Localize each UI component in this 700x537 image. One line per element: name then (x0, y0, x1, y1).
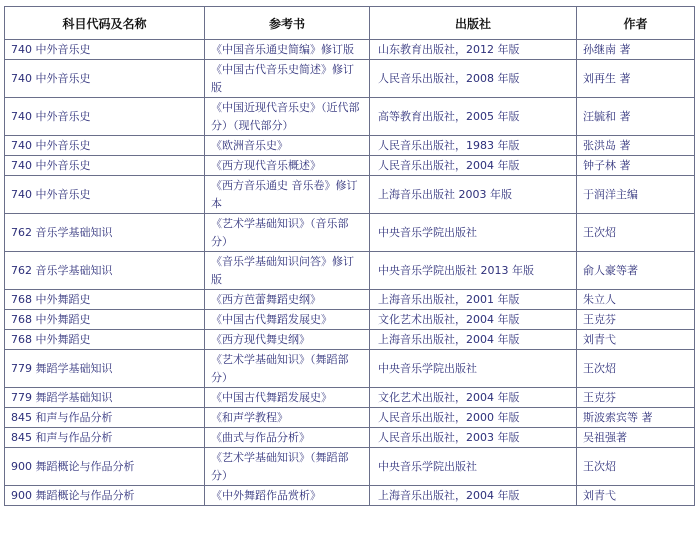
subject-cell: 762 音乐学基础知识 (5, 214, 205, 252)
author-cell: 王次炤 (577, 448, 695, 486)
author-cell: 刘青弋 (577, 330, 695, 350)
reference-book-table (4, 6, 695, 506)
author-cell: 斯波索宾等 著 (577, 408, 695, 428)
author-cell: 王克芬 (577, 388, 695, 408)
publisher-cell: 文化艺术出版社，2004 年版 (370, 310, 577, 330)
publisher-cell: 人民音乐出版社，1983 年版 (370, 136, 577, 156)
subject-cell: 779 舞蹈学基础知识 (5, 350, 205, 388)
book-cell: 《西方芭蕾舞蹈史纲》 (205, 290, 370, 310)
publisher-cell: 人民音乐出版社，2000 年版 (370, 408, 577, 428)
table-row (5, 176, 695, 214)
publisher-cell: 人民音乐出版社，2003 年版 (370, 428, 577, 448)
header-publisher: 出版社 (370, 7, 577, 40)
book-cell: 《中外舞蹈作品赏析》 (205, 486, 370, 506)
publisher-cell: 人民音乐出版社，2004 年版 (370, 156, 577, 176)
table-row (5, 428, 695, 448)
author-cell: 于润洋主编 (577, 176, 695, 214)
book-cell: 《西方音乐通史 音乐卷》修订本 (205, 176, 370, 214)
table-row (5, 214, 695, 252)
table-row (5, 486, 695, 506)
book-cell: 《中国古代舞蹈发展史》 (205, 310, 370, 330)
subject-cell: 740 中外音乐史 (5, 156, 205, 176)
subject-cell: 768 中外舞蹈史 (5, 310, 205, 330)
book-cell: 《音乐学基础知识问答》修订版 (205, 252, 370, 290)
subject-cell: 779 舞蹈学基础知识 (5, 388, 205, 408)
book-cell: 《曲式与作品分析》 (205, 428, 370, 448)
book-cell: 《和声学教程》 (205, 408, 370, 428)
table-row (5, 156, 695, 176)
publisher-cell: 中央音乐学院出版社 (370, 448, 577, 486)
author-cell: 刘青弋 (577, 486, 695, 506)
publisher-cell: 上海音乐出版社，2001 年版 (370, 290, 577, 310)
subject-cell: 768 中外舞蹈史 (5, 330, 205, 350)
publisher-cell: 人民音乐出版社，2008 年版 (370, 60, 577, 98)
table-row (5, 388, 695, 408)
reference-book-table-container (4, 6, 695, 506)
publisher-cell: 上海音乐出版社，2004 年版 (370, 330, 577, 350)
subject-cell: 845 和声与作品分析 (5, 428, 205, 448)
subject-cell: 768 中外舞蹈史 (5, 290, 205, 310)
book-cell: 《中国近现代音乐史》（近代部分）（现代部分） (205, 98, 370, 136)
book-cell: 《艺术学基础知识》（舞蹈部分） (205, 350, 370, 388)
header-subject: 科目代码及名称 (5, 7, 205, 40)
book-cell: 《中国古代舞蹈发展史》 (205, 388, 370, 408)
publisher-cell: 文化艺术出版社，2004 年版 (370, 388, 577, 408)
table-row (5, 98, 695, 136)
subject-cell: 740 中外音乐史 (5, 40, 205, 60)
header-book: 参考书 (205, 7, 370, 40)
table-row (5, 408, 695, 428)
book-cell: 《中国古代音乐史简述》修订版 (205, 60, 370, 98)
publisher-cell: 中央音乐学院出版社 2013 年版 (370, 252, 577, 290)
author-cell: 钟子林 著 (577, 156, 695, 176)
publisher-cell: 中央音乐学院出版社 (370, 214, 577, 252)
author-cell: 俞人豪等著 (577, 252, 695, 290)
subject-cell: 762 音乐学基础知识 (5, 252, 205, 290)
table-body (5, 40, 695, 506)
publisher-cell: 高等教育出版社，2005 年版 (370, 98, 577, 136)
book-cell: 《艺术学基础知识》（舞蹈部分） (205, 448, 370, 486)
table-row (5, 330, 695, 350)
subject-cell: 740 中外音乐史 (5, 136, 205, 156)
book-cell: 《欧洲音乐史》 (205, 136, 370, 156)
publisher-cell: 上海音乐出版社 2003 年版 (370, 176, 577, 214)
subject-cell: 900 舞蹈概论与作品分析 (5, 486, 205, 506)
subject-cell: 740 中外音乐史 (5, 98, 205, 136)
table-row (5, 136, 695, 156)
author-cell: 王克芬 (577, 310, 695, 330)
table-row (5, 252, 695, 290)
table-row (5, 40, 695, 60)
header-author: 作者 (577, 7, 695, 40)
author-cell: 朱立人 (577, 290, 695, 310)
table-row (5, 290, 695, 310)
subject-cell: 900 舞蹈概论与作品分析 (5, 448, 205, 486)
author-cell: 刘再生 著 (577, 60, 695, 98)
author-cell: 王次炤 (577, 214, 695, 252)
subject-cell: 740 中外音乐史 (5, 60, 205, 98)
author-cell: 汪毓和 著 (577, 98, 695, 136)
author-cell: 王次炤 (577, 350, 695, 388)
table-row (5, 310, 695, 330)
book-cell: 《西方现代舞史纲》 (205, 330, 370, 350)
table-row (5, 350, 695, 388)
publisher-cell: 中央音乐学院出版社 (370, 350, 577, 388)
subject-cell: 845 和声与作品分析 (5, 408, 205, 428)
author-cell: 吴祖强著 (577, 428, 695, 448)
table-row (5, 448, 695, 486)
author-cell: 孙继南 著 (577, 40, 695, 60)
author-cell: 张洪岛 著 (577, 136, 695, 156)
book-cell: 《艺术学基础知识》（音乐部分） (205, 214, 370, 252)
book-cell: 《中国音乐通史简编》修订版 (205, 40, 370, 60)
publisher-cell: 山东教育出版社，2012 年版 (370, 40, 577, 60)
book-cell: 《西方现代音乐概述》 (205, 156, 370, 176)
subject-cell: 740 中外音乐史 (5, 176, 205, 214)
table-row (5, 60, 695, 98)
publisher-cell: 上海音乐出版社，2004 年版 (370, 486, 577, 506)
table-header-row (5, 7, 695, 40)
